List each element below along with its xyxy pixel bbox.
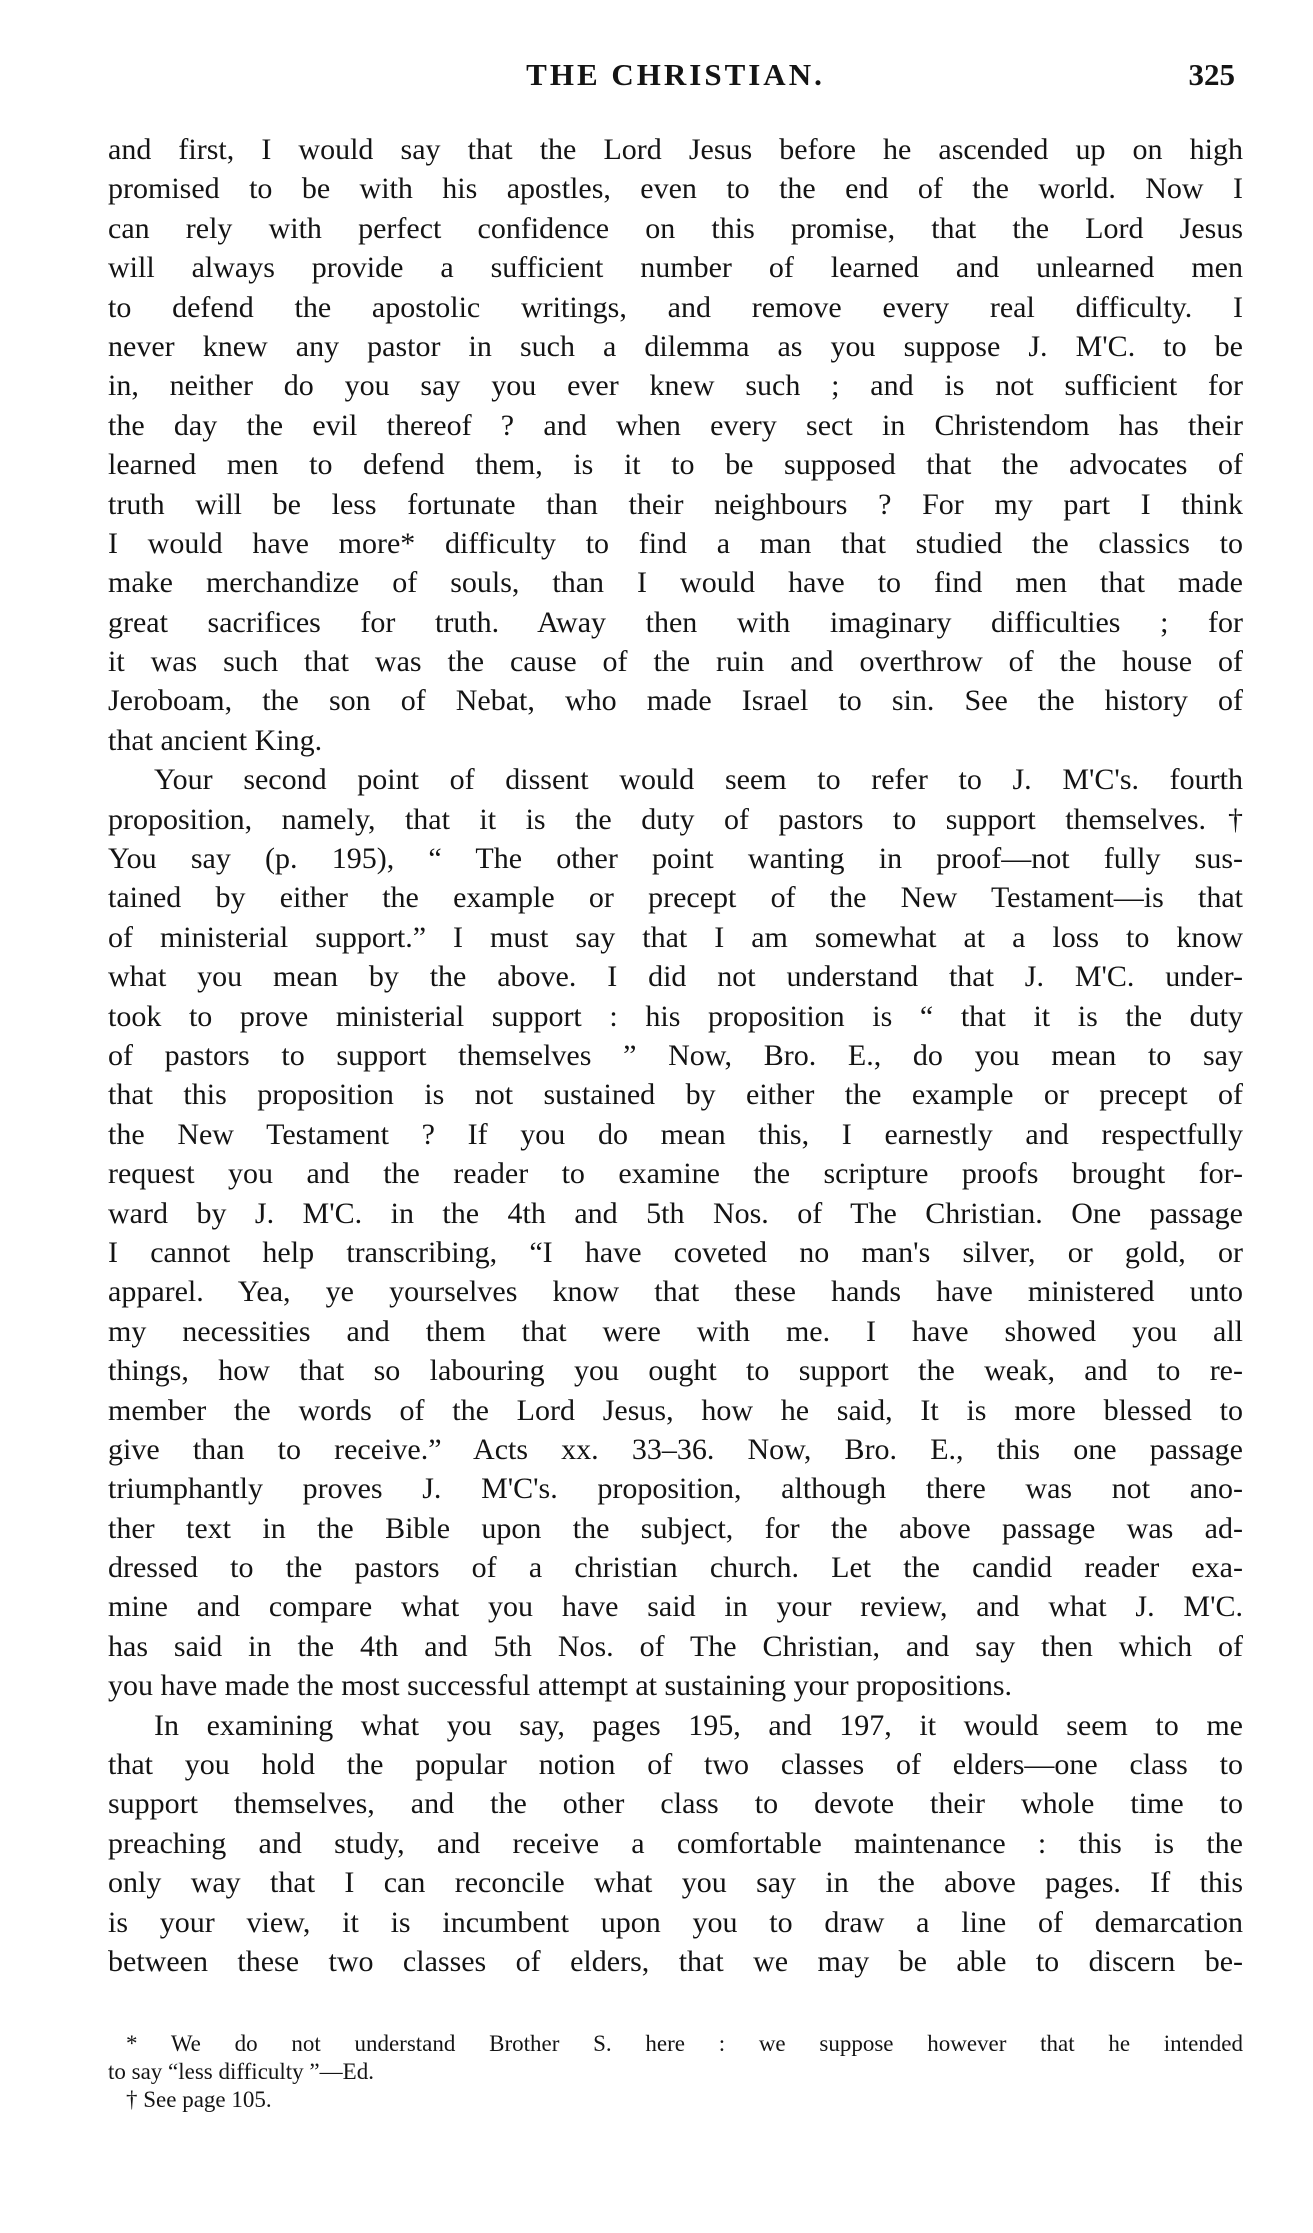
text-line: that this proposition is not sustained by either the example or precept of (108, 1078, 1243, 1112)
text-line: ward by J. M'C. in the 4th and 5th Nos. of The Christian. One passage (108, 1196, 1243, 1230)
text-line: great sacrifices for truth. Away then with imaginary difficulties ; for (108, 605, 1243, 639)
text-line: will always provide a sufficient number of learned and unlearned men (108, 251, 1243, 285)
text-line: support themselves, and the other class to devote their whole time to (108, 1787, 1243, 1821)
text-line: in, neither do you say you ever knew such ; and is not sufficient for (108, 369, 1243, 403)
text-line: apparel. Yea, ye yourselves know that these hands have ministered unto (108, 1275, 1243, 1309)
text-line: In examining what you say, pages 195, and 197, it would seem to me (154, 1708, 1243, 1742)
running-title: THE CHRISTIAN. (526, 57, 825, 92)
footnote-line: to say “less difficulty ”—Ed. (108, 2059, 374, 2084)
text-line: triumphantly proves J. M'C's. proposition, although there was not ano- (108, 1472, 1243, 1506)
text-line: can rely with perfect confidence on this promise, that the Lord Jesus (108, 211, 1243, 245)
text-line: and first, I would say that the Lord Jesus before he ascended up on high (108, 133, 1243, 166)
text-line: Jeroboam, the son of Nebat, who made Israel to sin. See the history of (108, 684, 1243, 718)
text-line: took to prove ministerial support : his proposition is “ that it is the duty (108, 999, 1243, 1033)
text-line: that you hold the popular notion of two classes of elders—one class to (108, 1748, 1243, 1782)
text-line: promised to be with his apostles, even to the end of the world. Now I (108, 172, 1243, 206)
text-line: preaching and study, and receive a comfortable maintenance : this is the (108, 1826, 1243, 1860)
footnote-line: * We do not understand Brother S. here : we suppose however that he intended (126, 2031, 1243, 2056)
text-line: request you and the reader to examine the scripture proofs brought for- (108, 1157, 1243, 1191)
text-line: that ancient King. (108, 723, 323, 757)
text-line: truth will be less fortunate than their neighbours ? For my part I think (108, 487, 1243, 521)
text-line: of pastors to support themselves ” Now, Bro. E., do you mean to say (108, 1038, 1243, 1072)
body-text (108, 130, 1243, 1981)
footnotes (108, 2030, 1243, 2114)
text-line: I cannot help transcribing, “I have coveted no man's silver, or gold, or (108, 1235, 1243, 1269)
text-line: of ministerial support.” I must say that I am somewhat at a loss to know (108, 920, 1243, 954)
text-line: Your second point of dissent would seem to refer to J. M'C's. fourth (154, 763, 1243, 797)
text-line: ther text in the Bible upon the subject, for the above passage was ad- (108, 1511, 1243, 1545)
text-line: the New Testament ? If you do mean this, I earnestly and respectfully (108, 1117, 1243, 1151)
text-line: I would have more* difficulty to find a man that studied the classics to (108, 526, 1243, 560)
text-line: it was such that was the cause of the ruin and overthrow of the house of (108, 645, 1243, 679)
text-line: you have made the most successful attempt at sustaining your propositions. (108, 1669, 1013, 1703)
text-line: only way that I can reconcile what you say in the above pages. If this (108, 1866, 1243, 1900)
text-line: things, how that so labouring you ought to support the weak, and to re- (108, 1354, 1243, 1388)
text-line: my necessities and them that were with me. I have showed you all (108, 1314, 1243, 1348)
text-line: has said in the 4th and 5th Nos. of The Christian, and say then which of (108, 1629, 1243, 1663)
running-header (108, 50, 1243, 100)
text-line: dressed to the pastors of a christian church. Let the candid reader exa- (108, 1551, 1243, 1585)
text-line: You say (p. 195), “ The other point wanting in proof—not fully sus- (108, 842, 1243, 876)
text-line: between these two classes of elders, that we may be able to discern be- (108, 1944, 1243, 1978)
text-line: proposition, namely, that it is the duty of pastors to support themselves.† (108, 802, 1243, 836)
text-line: what you mean by the above. I did not understand that J. M'C. under- (108, 960, 1243, 994)
text-line: learned men to defend them, is it to be supposed that the advocates of (108, 448, 1243, 482)
text-line: is your view, it is incumbent upon you to draw a line of demarcation (108, 1905, 1243, 1939)
text-line: mine and compare what you have said in your review, and what J. M'C. (108, 1590, 1243, 1624)
footnote-line: † See page 105. (126, 2087, 272, 2112)
text-line: give than to receive.” Acts xx. 33–36. Now, Bro. E., this one passage (108, 1432, 1243, 1466)
page-number: 325 (1188, 57, 1235, 92)
text-line: make merchandize of souls, than I would have to find men that made (108, 566, 1243, 600)
text-line: to defend the apostolic writings, and remove every real difficulty. I (108, 290, 1243, 324)
text-line: tained by either the example or precept of the New Testament—is that (108, 881, 1243, 915)
text-line: the day the evil thereof ? and when every sect in Christendom has their (108, 408, 1243, 442)
text-line: never knew any pastor in such a dilemma as you suppose J. M'C. to be (108, 329, 1243, 363)
text-line: member the words of the Lord Jesus, how he said, It is more blessed to (108, 1393, 1243, 1427)
